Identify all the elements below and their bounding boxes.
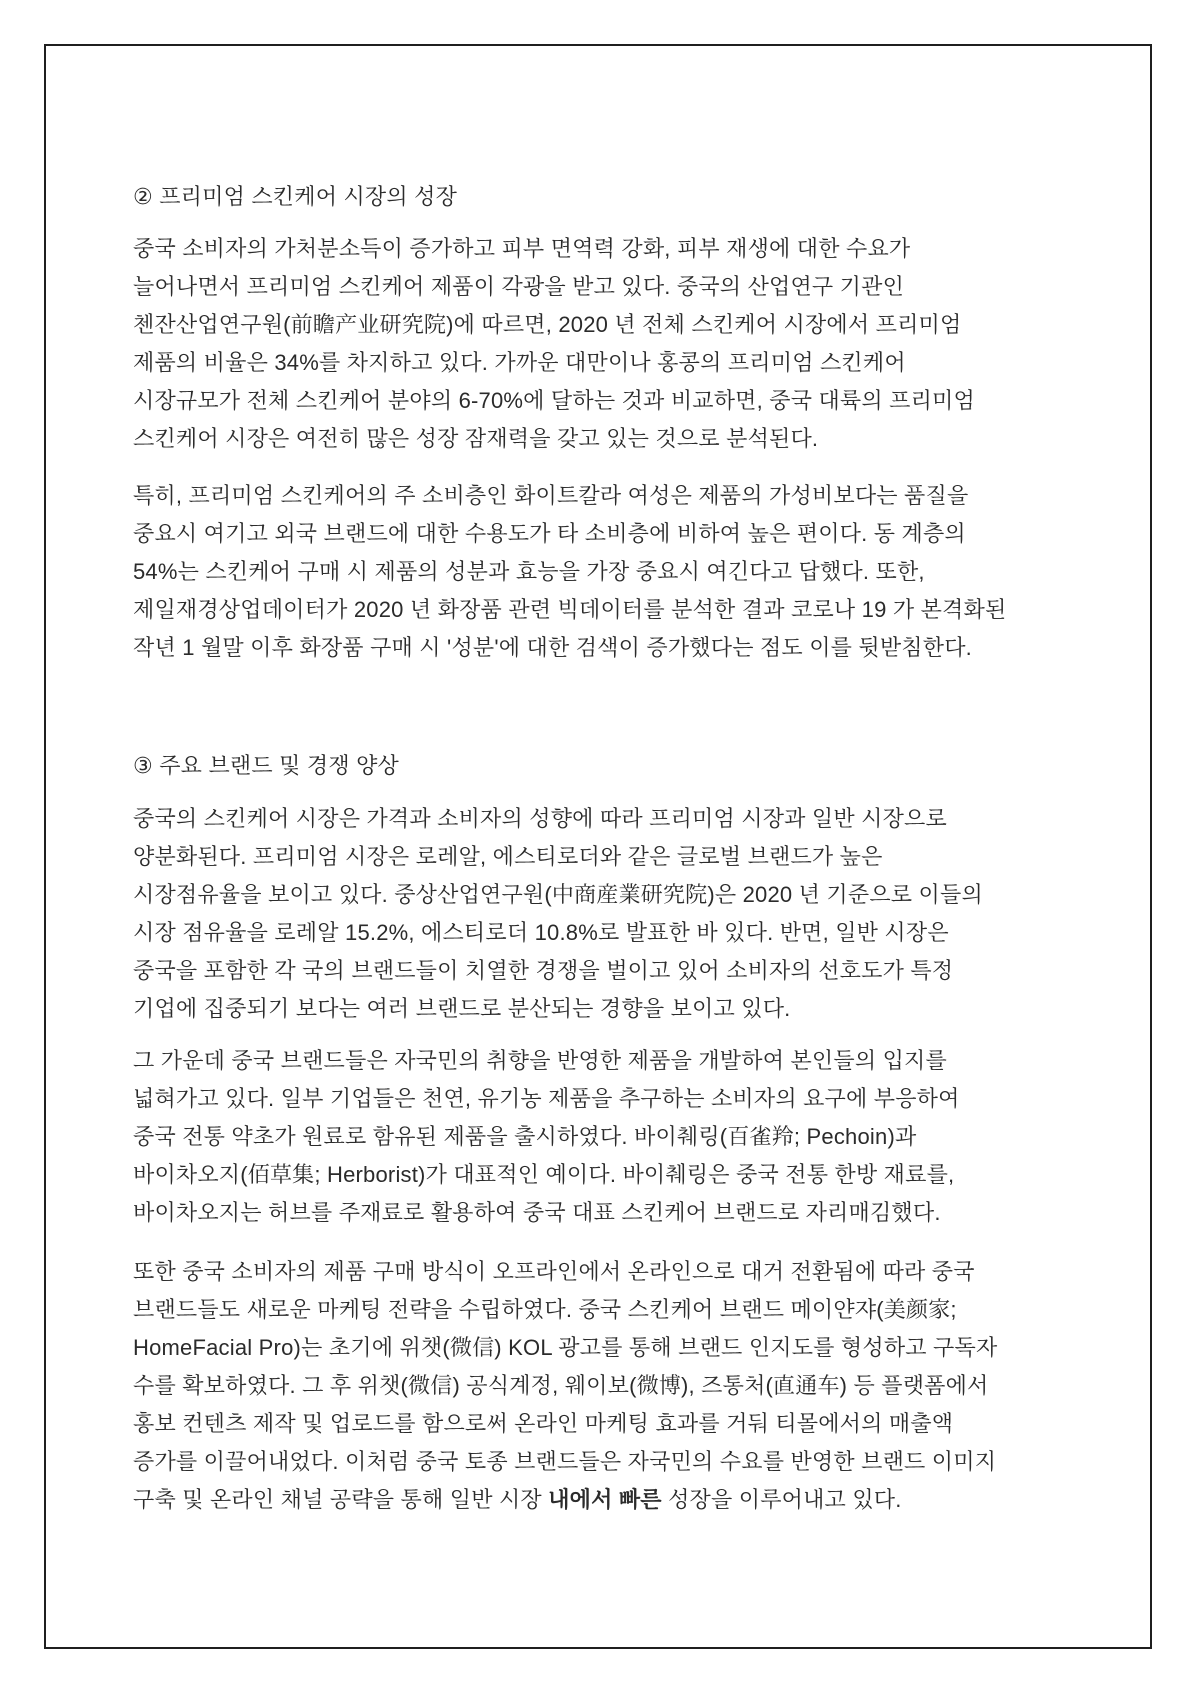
heading-major-brands-competition: ③ 주요 브랜드 및 경쟁 양상	[133, 753, 400, 778]
paragraph-market-segmentation	[133, 800, 993, 1028]
text-line: 증가를 이끌어내었다. 이처럼 중국 토종 브랜드들은 자국민의 수요를 반영한 브랜드 이미지	[133, 1449, 997, 1474]
text-line: 중요시 여기고 외국 브랜드에 대한 수용도가 타 소비층에 비하여 높은 편이다. 동 계층의	[133, 521, 966, 546]
text-line-mixed	[133, 1481, 993, 1519]
text-line: HomeFacial Pro)는 초기에 위챗(微信) KOL 광고를 통해 브랜드 인지도를 형성하고 구독자	[133, 1335, 998, 1360]
paragraph-whitecollar-consumers	[133, 477, 1007, 667]
paragraph-chinese-brands	[133, 1042, 993, 1232]
text-line: 시장점유율을 보이고 있다. 중상산업연구원(中商産業研究院)은 2020 년 기준으로 이들의	[133, 882, 983, 907]
text-line: 기업에 집중되기 보다는 여러 브랜드로 분산되는 경향을 보이고 있다.	[133, 996, 791, 1021]
text-line: 54%는 스킨케어 구매 시 제품의 성분과 효능을 가장 중요시 여긴다고 답했다. 또한,	[133, 559, 925, 584]
text-line: 또한 중국 소비자의 제품 구매 방식이 오프라인에서 온라인으로 대거 전환됨에 따라 중국	[133, 1259, 975, 1284]
text-run-bold: 내에서 빠른	[548, 1487, 662, 1512]
text-line: 특히, 프리미엄 스킨케어의 주 소비층인 화이트칼라 여성은 제품의 가성비보다는 품질을	[133, 483, 969, 508]
text-line: 브랜드들도 새로운 마케팅 전략을 수립하였다. 중국 스킨케어 브랜드 메이얀쟈(美颜家;	[133, 1297, 957, 1322]
text-line: 늘어나면서 프리미엄 스킨케어 제품이 각광을 받고 있다. 중국의 산업연구 기관인	[133, 274, 905, 299]
text-line: 홍보 컨텐츠 제작 및 업로드를 함으로써 온라인 마케팅 효과를 거둬 티몰에서의 매출액	[133, 1411, 954, 1436]
document-page	[133, 45, 1007, 1519]
heading-premium-skincare-growth: ② 프리미엄 스킨케어 시장의 성장	[133, 184, 458, 209]
text-run: 성장을 이루어내고 있다.	[661, 1487, 902, 1512]
text-line: 시장 점유율을 로레알 15.2%, 에스티로더 10.8%로 발표한 바 있다. 반면, 일반 시장은	[133, 920, 949, 945]
text-line: 중국의 스킨케어 시장은 가격과 소비자의 성향에 따라 프리미엄 시장과 일반 시장으로	[133, 806, 947, 831]
text-line: 작년 1 월말 이후 화장품 구매 시 '성분'에 대한 검색이 증가했다는 점도 이를 뒷받침한다.	[133, 635, 972, 660]
text-line: 첸잔산업연구원(前瞻产业研究院)에 따르면, 2020 년 전체 스킨케어 시장에서 프리미엄	[133, 312, 962, 337]
paragraph-online-marketing	[133, 1253, 998, 1519]
text-run: 구축 및 온라인 채널 공략을 통해 일반 시장	[133, 1487, 549, 1512]
text-line: 스킨케어 시장은 여전히 많은 성장 잠재력을 갖고 있는 것으로 분석된다.	[133, 426, 819, 451]
text-line: 시장규모가 전체 스킨케어 분야의 6-70%에 달하는 것과 비교하면, 중국 대륙의 프리미엄	[133, 388, 975, 413]
text-line: 그 가운데 중국 브랜드들은 자국민의 취향을 반영한 제품을 개발하여 본인들의 입지를	[133, 1048, 947, 1073]
text-line: 수를 확보하였다. 그 후 위챗(微信) 공식계정, 웨이보(微博), 즈통처(直通车) 등 플랫폼에서	[133, 1373, 989, 1398]
paragraph-premium-growth	[133, 230, 993, 458]
text-line: 양분화된다. 프리미엄 시장은 로레알, 에스티로더와 같은 글로벌 브랜드가 높은	[133, 844, 883, 869]
text-line: 중국 전통 약초가 원료로 함유된 제품을 출시하였다. 바이췌링(百雀羚; Pechoin)과	[133, 1124, 917, 1149]
text-line: 제품의 비율은 34%를 차지하고 있다. 가까운 대만이나 홍콩의 프리미엄 스킨케어	[133, 350, 906, 375]
text-line: 넓혀가고 있다. 일부 기업들은 천연, 유기농 제품을 추구하는 소비자의 요구에 부응하여	[133, 1086, 960, 1111]
text-line: 바이차오지(佰草集; Herborist)가 대표적인 예이다. 바이췌링은 중국 전통 한방 재료를,	[133, 1162, 955, 1187]
text-line: 제일재경상업데이터가 2020 년 화장품 관련 빅데이터를 분석한 결과 코로나 19 가 본격화된	[133, 597, 1007, 622]
text-line: 중국 소비자의 가처분소득이 증가하고 피부 면역력 강화, 피부 재생에 대한 수요가	[133, 236, 911, 261]
text-line: 중국을 포함한 각 국의 브랜드들이 치열한 경쟁을 벌이고 있어 소비자의 선호도가 특정	[133, 958, 954, 983]
text-line: 바이차오지는 허브를 주재료로 활용하여 중국 대표 스킨케어 브랜드로 자리매김했다.	[133, 1200, 941, 1225]
